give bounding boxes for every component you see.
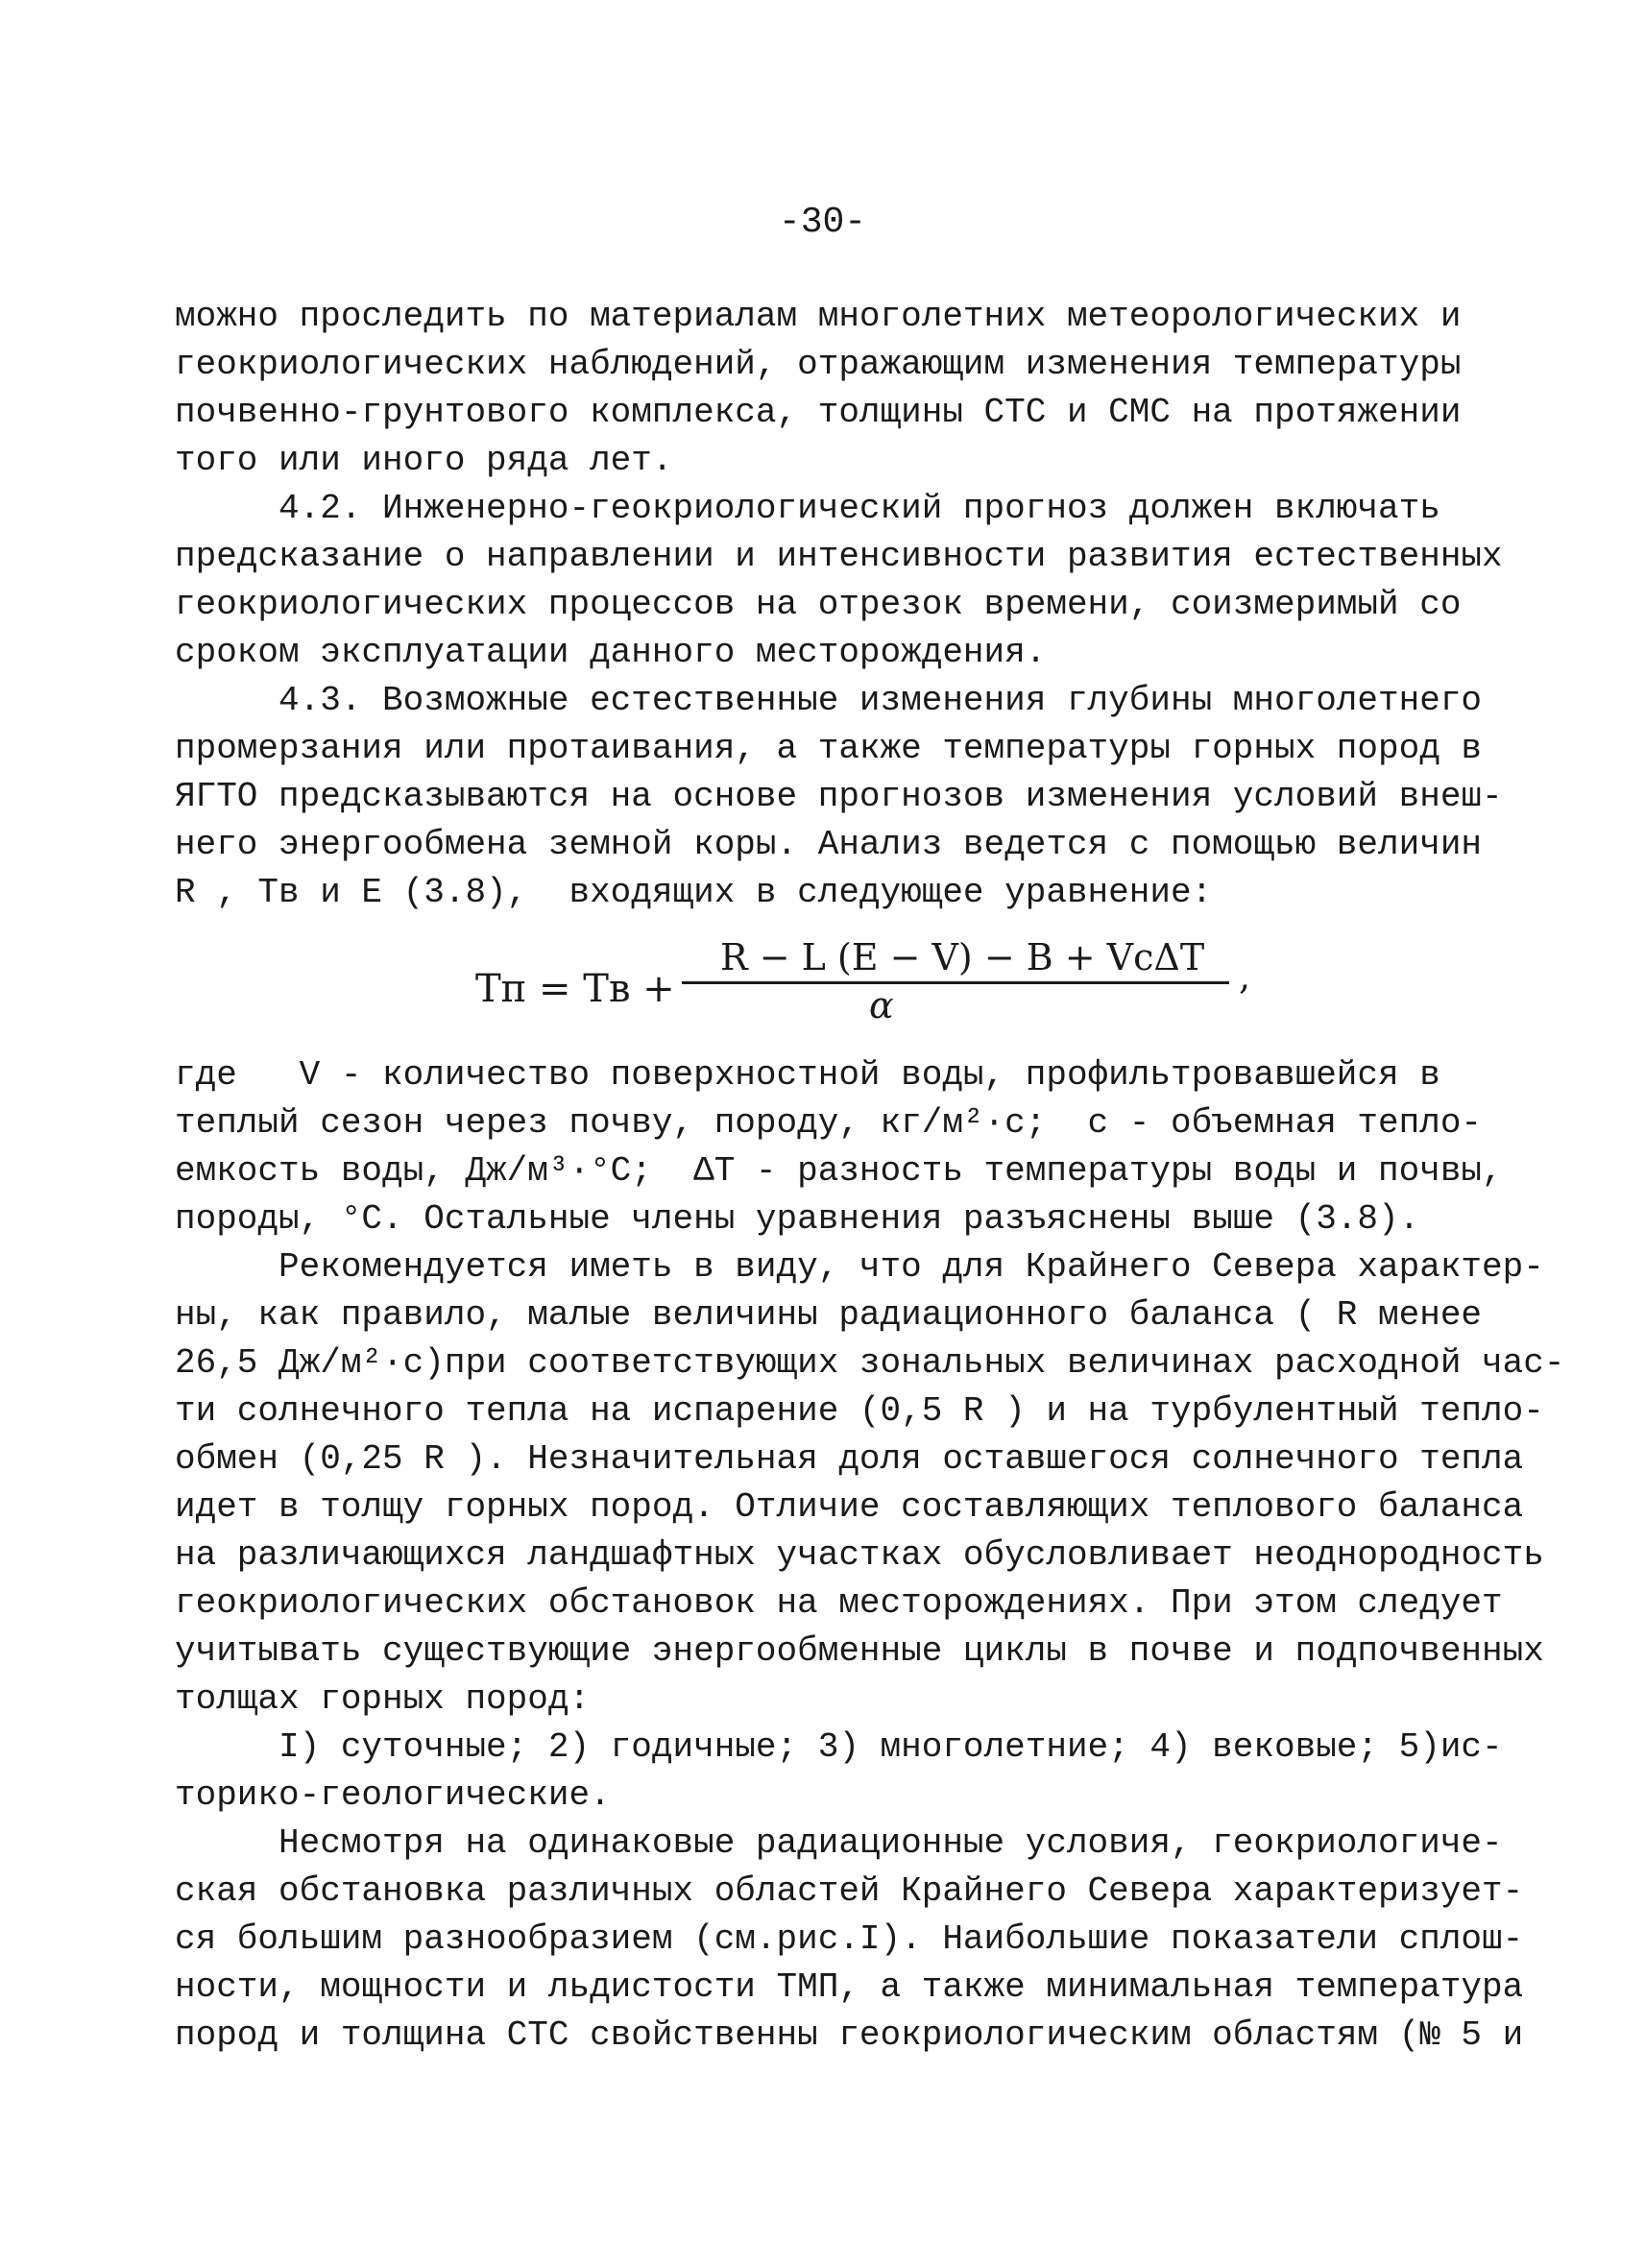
text-line: 4.2. Инженерно-геокриологический прогноз должен включать	[175, 489, 1440, 528]
text-line: предсказание о направлении и интенсивности развития естественных	[175, 537, 1503, 576]
text-line: геокриологических обстановок на месторождениях. При этом следует	[175, 1583, 1503, 1623]
text-line: того или иного ряда лет.	[175, 441, 673, 480]
text-line: на различающихся ландшафтных участках обусловливает неоднородность	[175, 1535, 1544, 1575]
text-line: Несмотря на одинаковые радиационные условия, геокриологиче-	[175, 1823, 1503, 1863]
text-line: ся большим разнообразием (см.рис.I). Наибольшие показатели сплош-	[175, 1919, 1524, 1959]
text-line: теплый сезон через почву, породу, кг/м²·с; c - объемная тепло-	[175, 1103, 1483, 1143]
page-number: -30-	[778, 202, 867, 243]
text-line: 4.3. Возможные естественные изменения глубины многолетнего	[175, 681, 1483, 720]
bottom-text-block	[175, 1051, 1565, 2060]
text-line: ти солнечного тепла на испарение (0,5 R ) и на турбулентный тепло-	[175, 1391, 1544, 1431]
text-line: можно проследить по материалам многолетних метеорологических и	[175, 297, 1462, 336]
text-line: ская обстановка различных областей Крайнего Севера характеризует-	[175, 1871, 1524, 1911]
text-line: емкость воды, Дж/м³·°С; ΔТ - разность температуры воды и почвы,	[175, 1151, 1503, 1191]
text-line: ЯГТО предсказываются на основе прогнозов изменения условий внеш-	[175, 777, 1503, 816]
text-line: почвенно-грунтового комплекса, толщины СТС и СМС на протяжении	[175, 393, 1462, 432]
text-line: породы, °С. Остальные члены уравнения разъяснены выше (3.8).	[175, 1199, 1420, 1239]
equation-lhs: Тп = Тв +	[475, 967, 675, 1011]
text-line: ности, мощности и льдистости ТМП, а также минимальная температура	[175, 1967, 1524, 2007]
text-line: где V - количество поверхностной воды, профильтровавшейся в	[175, 1055, 1440, 1095]
text-line: идет в толщу горных пород. Отличие составляющих теплового баланса	[175, 1487, 1524, 1527]
text-line: промерзания или протаивания, а также температуры горных пород в	[175, 729, 1483, 768]
text-line: Рекомендуется иметь в виду, что для Крайнего Севера характер-	[175, 1247, 1544, 1287]
equation	[451, 936, 1316, 1027]
text-line: I) суточные; 2) годичные; 3) многолетние; 4) вековые; 5)ис-	[175, 1727, 1503, 1767]
text-line: геокриологических процессов на отрезок времени, соизмеримый со	[175, 585, 1462, 624]
text-line: пород и толщина СТС свойственны геокриологическим областям (№ 5 и	[175, 2015, 1524, 2055]
equation-denominator: α	[869, 984, 894, 1026]
text-line: обмен (0,25 R ). Незначительная доля оставшегося солнечного тепла	[175, 1439, 1524, 1479]
text-line: геокриологических наблюдений, отражающим изменения температуры	[175, 345, 1462, 384]
text-line: сроком эксплуатации данного месторождения.	[175, 633, 1047, 672]
text-line: толщах горных пород:	[175, 1679, 591, 1719]
equation-trailing-comma: ,	[1239, 955, 1251, 998]
equation-numerator: R − L (E − V) − B + VcΔT	[720, 936, 1205, 978]
text-line: R , Тв и Е (3.8), входящих в следующее уравнение:	[175, 873, 1213, 912]
fraction-bar	[682, 981, 1229, 984]
text-line: него энергообмена земной коры. Анализ ведется с помощью величин	[175, 825, 1483, 864]
top-text-block	[175, 293, 1503, 917]
text-line: 26,5 Дж/м²·с)при соответствующих зональных величинах расходной час-	[175, 1343, 1565, 1383]
text-line: учитывать существующие энергообменные циклы в почве и подпочвенных	[175, 1631, 1544, 1671]
text-line: ны, как правило, малые величины радиационного баланса ( R менее	[175, 1295, 1483, 1335]
text-line: торико-геологические.	[175, 1775, 611, 1815]
